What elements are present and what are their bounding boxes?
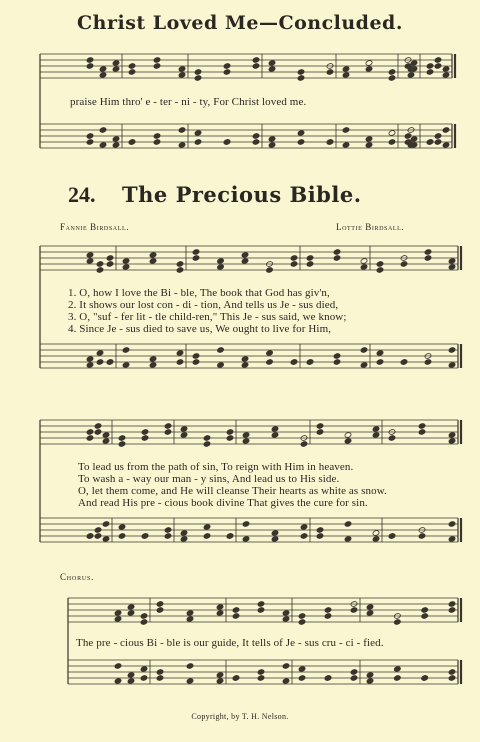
note-head: [164, 429, 172, 436]
note-head: [86, 429, 94, 436]
verse-1-line-b: To lead us from the path of sin, To reign with Him in heaven.: [78, 461, 354, 473]
note-head: [418, 429, 426, 436]
note-head: [424, 255, 432, 262]
note-head: [360, 347, 368, 354]
note-head: [217, 362, 225, 369]
note-head: [242, 521, 250, 528]
note-head: [153, 139, 161, 146]
note-head: [298, 675, 306, 682]
note-head: [297, 139, 305, 146]
note-head: [448, 347, 456, 354]
note-head: [376, 350, 384, 357]
note-head: [149, 258, 157, 265]
note-head: [252, 57, 260, 64]
note-head: [203, 533, 211, 540]
note-head: [366, 604, 374, 611]
note-head: [216, 610, 224, 617]
note-head: [106, 255, 114, 262]
note-head: [186, 616, 194, 623]
note-head: [127, 672, 135, 679]
note-head: [86, 356, 94, 363]
note-head: [178, 72, 186, 79]
note-head: [176, 350, 184, 357]
note-head: [372, 530, 380, 537]
note-head: [372, 426, 380, 433]
note-head: [282, 616, 290, 623]
note-head: [203, 524, 211, 531]
note-head: [297, 130, 305, 137]
note-head: [180, 536, 188, 543]
note-head: [298, 613, 306, 620]
note-head: [448, 536, 456, 543]
note-head: [141, 435, 149, 442]
note-head: [434, 139, 442, 146]
note-head: [86, 57, 94, 64]
note-head: [94, 533, 102, 540]
note-head: [156, 669, 164, 676]
note-head: [271, 432, 279, 439]
note-head: [164, 527, 172, 534]
note-head: [418, 423, 426, 430]
note-head: [156, 601, 164, 608]
note-head: [388, 435, 396, 442]
verse-4-line-a: 4. Since Je - sus died to save us, We ought to live for Him,: [68, 323, 332, 335]
note-head: [241, 252, 249, 259]
note-head: [421, 607, 429, 614]
note-head: [366, 610, 374, 617]
note-head: [394, 666, 402, 673]
note-head: [316, 533, 324, 540]
note-head: [99, 127, 107, 134]
note-head: [316, 429, 324, 436]
chorus-label: Chorus.: [60, 572, 95, 582]
note-head: [268, 66, 276, 73]
verse-3-line-a: 3. O, "suf - fer lit - tle child-ren," This Je - sus said, we know;: [68, 311, 347, 323]
note-head: [128, 69, 136, 76]
note-head: [434, 63, 442, 70]
note-head: [164, 533, 172, 540]
note-head: [448, 669, 456, 676]
note-head: [426, 63, 434, 70]
note-head: [366, 678, 374, 685]
note-head: [365, 136, 373, 143]
staff-lines: [40, 54, 458, 684]
note-head: [127, 610, 135, 617]
note-head: [434, 133, 442, 140]
note-head: [442, 127, 450, 134]
note-head: [448, 601, 456, 608]
note-head: [290, 255, 298, 262]
note-head: [271, 530, 279, 537]
top-system-lyric: praise Him thro' e - ter - ni - ty, For Christ loved me.: [70, 96, 307, 108]
note-head: [282, 610, 290, 617]
note-head: [426, 139, 434, 146]
note-head: [194, 75, 202, 82]
note-head: [268, 60, 276, 67]
note-head: [241, 258, 249, 265]
note-head: [448, 521, 456, 528]
note-head: [226, 533, 234, 540]
note-head: [223, 63, 231, 70]
note-head: [241, 362, 249, 369]
note-head: [266, 267, 274, 274]
note-head: [153, 63, 161, 70]
hymn-number: 24.: [68, 182, 96, 207]
note-head: [94, 423, 102, 430]
note-head: [442, 72, 450, 79]
note-head: [96, 359, 104, 366]
note-head: [186, 663, 194, 670]
note-head: [418, 533, 426, 540]
note-head: [344, 438, 352, 445]
note-head: [407, 72, 415, 79]
note-head: [176, 261, 184, 268]
note-head: [344, 521, 352, 528]
note-head: [102, 521, 110, 528]
note-head: [242, 432, 250, 439]
note-head: [316, 527, 324, 534]
note-head: [306, 261, 314, 268]
note-head: [86, 362, 94, 369]
note-head: [156, 607, 164, 614]
note-head: [297, 69, 305, 76]
note-head: [140, 613, 148, 620]
note-head: [223, 139, 231, 146]
note-head: [365, 142, 373, 149]
note-head: [424, 249, 432, 256]
note-head: [424, 359, 432, 366]
note-head: [102, 432, 110, 439]
note-head: [271, 536, 279, 543]
note-head: [442, 142, 450, 149]
note-head: [242, 438, 250, 445]
note-head: [140, 675, 148, 682]
note-head: [306, 359, 314, 366]
note-head: [86, 435, 94, 442]
note-head: [128, 139, 136, 146]
note-head: [372, 432, 380, 439]
note-head: [127, 604, 135, 611]
note-head: [448, 607, 456, 614]
note-head: [149, 252, 157, 259]
note-head: [350, 669, 358, 676]
note-head: [268, 142, 276, 149]
note-head: [388, 69, 396, 76]
note-head: [217, 258, 225, 265]
verse-2-line-a: 2. It shows our lost con - di - tion, And tells us Je - sus died,: [68, 299, 339, 311]
note-head: [268, 136, 276, 143]
note-head: [178, 66, 186, 73]
note-head: [178, 142, 186, 149]
note-head: [306, 255, 314, 262]
note-head: [297, 75, 305, 82]
note-head: [365, 66, 373, 73]
bar-lines: [40, 54, 461, 684]
chorus-lyric: The pre - cious Bi - ble is our guide, It tells of Je - sus cru - ci - fied.: [76, 637, 384, 649]
note-head: [282, 663, 290, 670]
note-head: [178, 127, 186, 134]
note-head: [266, 350, 274, 357]
note-head: [448, 675, 456, 682]
note-head: [86, 133, 94, 140]
note-head: [333, 249, 341, 256]
note-head: [324, 613, 332, 620]
note-head: [324, 607, 332, 614]
note-head: [102, 438, 110, 445]
note-head: [232, 675, 240, 682]
note-head: [326, 69, 334, 76]
continued-title: Christ Loved Me—Concluded.: [77, 12, 403, 34]
verse-1-line-a: 1. O, how I love the Bi - ble, The book that God has giv'n,: [68, 287, 330, 299]
note-head: [153, 133, 161, 140]
note-head: [114, 610, 122, 617]
note-head: [232, 607, 240, 614]
note-head: [94, 429, 102, 436]
note-head: [350, 607, 358, 614]
note-head: [242, 536, 250, 543]
note-head: [122, 264, 130, 271]
note-head: [448, 438, 456, 445]
note-head: [96, 350, 104, 357]
note-head: [400, 359, 408, 366]
note-head: [216, 604, 224, 611]
note-head: [360, 258, 368, 265]
note-head: [342, 127, 350, 134]
note-head: [99, 72, 107, 79]
note-head: [241, 356, 249, 363]
note-head: [106, 359, 114, 366]
note-head: [86, 139, 94, 146]
note-head: [99, 142, 107, 149]
note-head: [342, 142, 350, 149]
note-head: [333, 353, 341, 360]
note-head: [96, 261, 104, 268]
note-head: [388, 533, 396, 540]
note-head: [180, 530, 188, 537]
note-head: [86, 63, 94, 70]
note-head: [333, 255, 341, 262]
hymn-title: The Precious Bible.: [122, 182, 362, 207]
note-head: [180, 426, 188, 433]
note-head: [149, 362, 157, 369]
note-head: [114, 663, 122, 670]
note-head: [344, 432, 352, 439]
note-head: [226, 429, 234, 436]
note-head: [192, 255, 200, 262]
note-heads: [86, 57, 456, 685]
note-head: [140, 619, 148, 626]
note-head: [122, 258, 130, 265]
note-head: [112, 66, 120, 73]
note-head: [86, 258, 94, 265]
note-head: [333, 359, 341, 366]
note-head: [448, 432, 456, 439]
note-head: [290, 261, 298, 268]
note-head: [156, 675, 164, 682]
note-head: [192, 353, 200, 360]
note-head: [376, 359, 384, 366]
note-head: [344, 536, 352, 543]
note-head: [140, 666, 148, 673]
verse-2-line-b: To wash a - way our man - y sins, And lead us to His side.: [78, 473, 340, 485]
note-head: [99, 66, 107, 73]
note-head: [203, 441, 211, 448]
note-head: [257, 675, 265, 682]
note-head: [282, 678, 290, 685]
note-head: [400, 261, 408, 268]
note-head: [300, 524, 308, 531]
note-head: [290, 359, 298, 366]
note-head: [342, 72, 350, 79]
note-head: [442, 66, 450, 73]
note-head: [394, 619, 402, 626]
note-head: [226, 435, 234, 442]
note-head: [271, 426, 279, 433]
note-head: [176, 359, 184, 366]
note-head: [96, 267, 104, 274]
note-head: [388, 75, 396, 82]
note-head: [122, 362, 130, 369]
note-head: [257, 607, 265, 614]
note-head: [252, 63, 260, 70]
verse-3-line-b: O, let them come, and He will cleanse Their hearts as white as snow.: [78, 485, 387, 497]
note-head: [112, 60, 120, 67]
note-head: [324, 675, 332, 682]
note-head: [118, 533, 126, 540]
note-head: [114, 678, 122, 685]
note-head: [192, 249, 200, 256]
note-head: [232, 613, 240, 620]
note-head: [180, 432, 188, 439]
note-head: [326, 139, 334, 146]
note-head: [94, 527, 102, 534]
note-head: [203, 435, 211, 442]
note-head: [448, 264, 456, 271]
note-head: [252, 139, 260, 146]
note-head: [350, 675, 358, 682]
note-head: [106, 261, 114, 268]
note-head: [366, 672, 374, 679]
note-head: [421, 675, 429, 682]
note-head: [112, 136, 120, 143]
note-head: [298, 619, 306, 626]
verse-4-line-b: And read His pre - cious book divine That gives the cure for sin.: [78, 497, 368, 509]
note-head: [342, 66, 350, 73]
note-head: [141, 533, 149, 540]
note-head: [216, 678, 224, 685]
note-head: [426, 69, 434, 76]
note-head: [360, 362, 368, 369]
note-head: [186, 678, 194, 685]
note-head: [194, 69, 202, 76]
note-head: [448, 258, 456, 265]
note-head: [421, 613, 429, 620]
note-head: [149, 356, 157, 363]
words-credit: Fannie Birdsall.: [60, 222, 130, 232]
note-head: [223, 69, 231, 76]
note-head: [376, 267, 384, 274]
note-head: [118, 435, 126, 442]
note-head: [376, 261, 384, 268]
note-head: [114, 616, 122, 623]
note-head: [127, 678, 135, 685]
note-head: [194, 139, 202, 146]
note-head: [186, 610, 194, 617]
note-head: [118, 524, 126, 531]
note-head: [141, 429, 149, 436]
note-head: [252, 133, 260, 140]
note-head: [316, 423, 324, 430]
note-head: [266, 359, 274, 366]
music-credit: Lottie Birdsall.: [336, 222, 405, 232]
note-head: [300, 441, 308, 448]
note-head: [388, 139, 396, 146]
note-head: [257, 669, 265, 676]
note-head: [122, 347, 130, 354]
note-head: [388, 130, 396, 137]
note-head: [365, 60, 373, 67]
note-head: [217, 347, 225, 354]
note-head: [176, 267, 184, 274]
note-head: [298, 666, 306, 673]
note-head: [128, 63, 136, 70]
copyright-notice: Copyright, by T. H. Nelson.: [191, 712, 289, 721]
note-head: [102, 536, 110, 543]
note-head: [153, 57, 161, 64]
note-head: [86, 533, 94, 540]
note-head: [434, 57, 442, 64]
note-head: [118, 441, 126, 448]
note-head: [300, 533, 308, 540]
note-head: [192, 359, 200, 366]
note-head: [394, 675, 402, 682]
note-head: [164, 423, 172, 430]
note-head: [360, 264, 368, 271]
note-head: [86, 252, 94, 259]
note-head: [112, 142, 120, 149]
note-head: [372, 536, 380, 543]
note-head: [216, 672, 224, 679]
note-head: [448, 362, 456, 369]
note-head: [257, 601, 265, 608]
note-head: [194, 130, 202, 137]
note-head: [217, 264, 225, 271]
